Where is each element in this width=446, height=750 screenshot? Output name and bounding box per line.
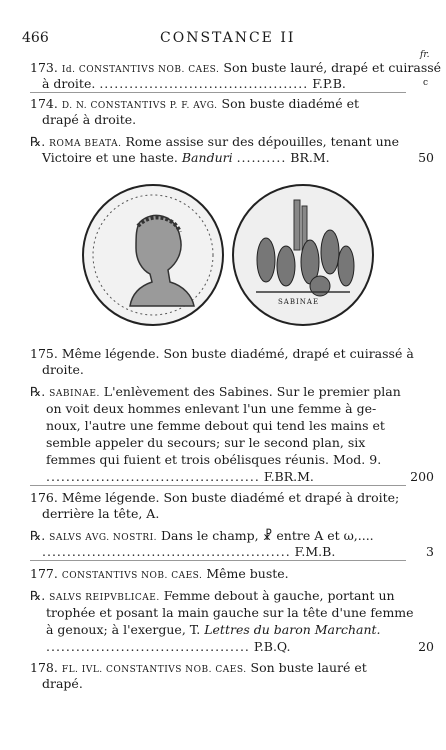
entry-178-line2: drapé. [42,676,83,691]
value-174: 50 [418,150,434,165]
reverse-177-line1: ℞. SALVS REIPVBLICAE. Femme debout à gauche, portant un [30,588,395,603]
reverse-175-line2: on voit deux hommes enlevant l'un une femme à ge- [46,401,377,416]
divider [30,560,406,561]
entry-173-line2: à droite. .......................................... F.P.B. [42,76,346,91]
reverse-175-line5: femmes qui fuient et trois obélisques réunis. Mod. 9. [46,452,382,467]
divider [30,485,406,486]
reverse-176-line2: .................................................. F.M.B. [42,544,336,559]
entry-174-line2: drapé à droite. [42,112,137,127]
reverse-175-line3: noux, l'autre une femme debout qui tend les mains et [46,418,385,433]
entry-174-line1: 174. D. N. CONSTANTIVS P. F. AVG. Son buste diadémé et [30,96,360,111]
entry-176-line1: 176. Même légende. Son buste diadémé et drapé à droite; [30,490,400,505]
page-title: CONSTANCE II [160,30,296,46]
value-176: 3 [426,544,434,559]
coin-obverse [80,182,226,328]
reverse-177-line4: ......................................... P.B.Q. [46,639,291,654]
divider [30,92,406,93]
value-column-label: fr. [420,50,430,60]
reverse-174-line1: ℞. ROMA BEATA. Rome assise sur des dépouilles, tenant une [30,134,400,149]
value-175: 200 [410,469,434,484]
reverse-175-line6: ........................................... F.BR.M. [46,469,314,484]
reverse-175-line1: ℞. SABINAE. L'enlèvement des Sabines. Sur le premier plan [30,384,401,399]
page-number: 466 [22,30,49,46]
reverse-174-line2: Victoire et une haste. Banduri .......... BR.M. [42,150,330,165]
rarity-mark: c [423,78,429,88]
entry-173-line1: 173. Id. CONSTANTIVS NOB. CAES. Son buste lauré, drapé et cuirassé [30,60,442,75]
reverse-exergue: SABINAE [278,298,320,306]
entry-176-line2: derrière la tête, A. [42,506,160,521]
coin-reverse [230,182,376,328]
reverse-177-line2: trophée et posant la main gauche sur la tête d'une femme [46,605,414,620]
entry-177-line1: 177. CONSTANTIVS NOB. CAES. Même buste. [30,566,289,581]
entry-178-line1: 178. FL. IVL. CONSTANTIVS NOB. CAES. Son buste lauré et [30,660,367,675]
value-177: 20 [418,639,434,654]
entry-175-line2: droite. [42,362,84,377]
entry-175-line1: 175. Même légende. Son buste diadémé, drapé et cuirassé à [30,346,414,361]
reverse-175-line4: semble appeler du secours; sur le second plan, six [46,435,366,450]
reverse-176-line1: ℞. SALVS AVG. NOSTRI. Dans le champ, ☧ entre A et ω,.... [30,528,374,543]
reverse-177-line3: à genoux; à l'exergue, T. Lettres du baron Marchant. [46,622,381,637]
